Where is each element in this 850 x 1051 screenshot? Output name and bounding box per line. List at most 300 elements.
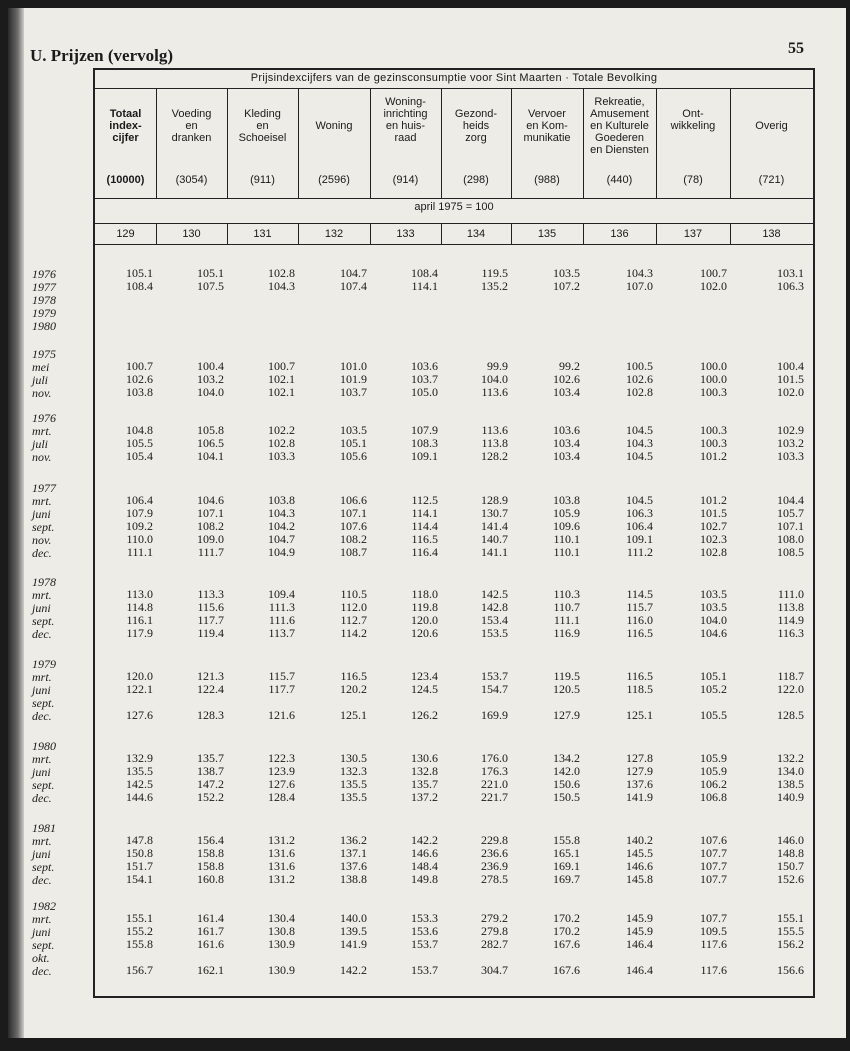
year-label: 1978: [32, 575, 56, 589]
table-cell: 116.5: [626, 626, 653, 640]
table-cell: 150.7: [777, 859, 804, 873]
table-cell: 128.3: [197, 708, 224, 722]
row-label: dec.: [32, 873, 52, 887]
table-cell: 141.9: [340, 937, 367, 951]
table-cell: 116.1: [126, 613, 153, 627]
table-cell: 221.7: [481, 790, 508, 804]
table-cell: 105.1: [126, 266, 153, 280]
table-cell: 140.7: [481, 532, 508, 546]
table-cell: 118.0: [411, 587, 438, 601]
row-label: juni: [32, 765, 51, 779]
table-cell: 116.3: [777, 626, 804, 640]
table-cell: 107.5: [197, 279, 224, 293]
column-weight: (78): [683, 174, 703, 186]
table-cell: 278.5: [481, 872, 508, 886]
table-cell: 103.7: [411, 372, 438, 386]
table-cell: 114.9: [777, 613, 804, 627]
table-cell: 104.5: [626, 423, 653, 437]
table-cell: 100.4: [197, 359, 224, 373]
table-cell: 100.7: [700, 266, 727, 280]
table-cell: 113.6: [481, 385, 508, 399]
row-label: 1977: [32, 280, 56, 294]
column-header: Ont- wikkeling: [670, 108, 716, 132]
table-cell: 135.7: [411, 777, 438, 791]
header-rule-base: [95, 198, 813, 199]
table-cell: 107.7: [700, 872, 727, 886]
table-cell: 155.8: [126, 937, 153, 951]
table-cell: 103.6: [411, 359, 438, 373]
table-cell: 104.0: [481, 372, 508, 386]
table-cell: 128.9: [481, 493, 508, 507]
table-cell: 103.3: [777, 449, 804, 463]
table-cell: 104.3: [626, 436, 653, 450]
table-cell: 135.5: [126, 764, 153, 778]
table-cell: 160.8: [197, 872, 224, 886]
table-cell: 105.7: [777, 506, 804, 520]
table-cell: 109.1: [411, 449, 438, 463]
table-cell: 105.8: [197, 423, 224, 437]
table-cell: 229.8: [481, 833, 508, 847]
table-cell: 105.1: [700, 669, 727, 683]
table-cell: 104.2: [268, 519, 295, 533]
table-cell: 141.9: [626, 790, 653, 804]
table-cell: 108.0: [777, 532, 804, 546]
table-cell: 104.6: [700, 626, 727, 640]
table-cell: 146.0: [777, 833, 804, 847]
table-cell: 103.6: [553, 423, 580, 437]
table-cell: 107.2: [553, 279, 580, 293]
table-cell: 114.5: [626, 587, 653, 601]
table-cell: 100.7: [268, 359, 295, 373]
table-cell: 107.1: [777, 519, 804, 533]
table-cell: 110.1: [553, 532, 580, 546]
table-cell: 304.7: [481, 963, 508, 977]
table-cell: 111.2: [626, 545, 653, 559]
row-label: juni: [32, 847, 51, 861]
row-label: nov.: [32, 450, 52, 464]
table-cell: 106.2: [700, 777, 727, 791]
table-cell: 103.4: [553, 449, 580, 463]
table-cell: 102.8: [626, 385, 653, 399]
year-label: 1977: [32, 481, 56, 495]
table-cell: 123.9: [268, 764, 295, 778]
table-cell: 161.6: [197, 937, 224, 951]
table-cell: 121.6: [268, 708, 295, 722]
colnum-rule-bottom: [95, 244, 813, 245]
table-cell: 102.7: [700, 519, 727, 533]
column-number: 129: [116, 228, 135, 240]
table-cell: 108.2: [340, 532, 367, 546]
row-label: mei: [32, 360, 50, 374]
table-cell: 154.1: [126, 872, 153, 886]
table-cell: 153.7: [481, 669, 508, 683]
table-cell: 124.5: [411, 682, 438, 696]
table-cell: 153.6: [411, 924, 438, 938]
table-cell: 101.2: [700, 449, 727, 463]
row-label: 1980: [32, 319, 56, 333]
table-cell: 150.5: [553, 790, 580, 804]
table-cell: 155.5: [777, 924, 804, 938]
section-title: U. Prijzen (vervolg): [30, 46, 174, 65]
table-cell: 152.6: [777, 872, 804, 886]
row-label: dec.: [32, 627, 52, 641]
table-cell: 282.7: [481, 937, 508, 951]
table-cell: 114.8: [126, 600, 153, 614]
table-cell: 111.3: [268, 600, 295, 614]
table-cell: 104.6: [197, 493, 224, 507]
table-cell: 120.0: [126, 669, 153, 683]
table-cell: 127.6: [126, 708, 153, 722]
table-cell: 103.2: [197, 372, 224, 386]
table-cell: 104.9: [268, 545, 295, 559]
table-cell: 106.5: [197, 436, 224, 450]
table-cell: 153.5: [481, 626, 508, 640]
column-weight: (911): [250, 174, 275, 186]
column-header: Voeding en dranken: [171, 108, 212, 144]
table-cell: 127.6: [268, 777, 295, 791]
table-cell: 105.4: [126, 449, 153, 463]
table-cell: 103.4: [553, 385, 580, 399]
table-cell: 100.5: [626, 359, 653, 373]
table-cell: 155.2: [126, 924, 153, 938]
table-cell: 119.8: [411, 600, 438, 614]
table-cell: 128.2: [481, 449, 508, 463]
table-cell: 135.7: [197, 751, 224, 765]
table-cell: 142.8: [481, 600, 508, 614]
table-cell: 100.3: [700, 436, 727, 450]
table-cell: 113.8: [481, 436, 508, 450]
table-cell: 107.9: [126, 506, 153, 520]
table-cell: 131.6: [268, 846, 295, 860]
row-label: sept.: [32, 696, 55, 710]
table-cell: 106.3: [626, 506, 653, 520]
table-cell: 142.5: [126, 777, 153, 791]
base-period-note: april 1975 = 100: [414, 201, 494, 213]
row-label: mrt.: [32, 494, 52, 508]
table-cell: 107.4: [340, 279, 367, 293]
column-weight: (721): [758, 174, 785, 186]
table-cell: 102.1: [268, 385, 295, 399]
column-number: 133: [396, 228, 415, 240]
table-cell: 104.3: [626, 266, 653, 280]
page-number: 55: [788, 40, 804, 57]
table-cell: 116.5: [626, 669, 653, 683]
table-cell: 113.8: [777, 600, 804, 614]
table-cell: 101.2: [700, 493, 727, 507]
table-cell: 130.9: [268, 937, 295, 951]
table-cell: 158.8: [197, 859, 224, 873]
table-cell: 147.8: [126, 833, 153, 847]
table-cell: 134.2: [553, 751, 580, 765]
table-cell: 104.3: [268, 506, 295, 520]
table-cell: 104.5: [626, 493, 653, 507]
table-cell: 104.8: [126, 423, 153, 437]
table-cell: 131.6: [268, 859, 295, 873]
table-cell: 116.5: [340, 669, 367, 683]
row-label: juni: [32, 601, 51, 615]
column-number: 135: [537, 228, 557, 240]
table-cell: 165.1: [553, 846, 580, 860]
column-number: 136: [610, 228, 629, 240]
table-cell: 106.8: [700, 790, 727, 804]
column-header: Overig: [755, 120, 788, 132]
table-cell: 147.2: [197, 777, 224, 791]
table-cell: 102.8: [268, 436, 295, 450]
table-cell: 161.4: [197, 911, 224, 925]
table-cell: 140.9: [777, 790, 804, 804]
table-cell: 236.6: [481, 846, 508, 860]
table-cell: 103.1: [777, 266, 804, 280]
column-weight: (298): [463, 174, 489, 186]
table-cell: 170.2: [553, 924, 580, 938]
table-cell: 145.5: [626, 846, 653, 860]
table-cell: 138.8: [340, 872, 367, 886]
column-number: 130: [182, 228, 201, 240]
table-cell: 113.7: [268, 626, 295, 640]
row-label: 1978: [32, 293, 56, 307]
table-cell: 142.2: [411, 833, 438, 847]
table-cell: 127.8: [626, 751, 653, 765]
table-cell: 122.0: [777, 682, 804, 696]
table-cell: 145.9: [626, 924, 653, 938]
table-border-bottom: [93, 996, 815, 998]
table-cell: 100.3: [700, 423, 727, 437]
table-cell: 107.7: [700, 911, 727, 925]
row-label: 1976: [32, 267, 56, 281]
table-cell: 155.1: [126, 911, 153, 925]
column-weight: (440): [606, 174, 633, 186]
table-cell: 109.2: [126, 519, 153, 533]
table-cell: 122.3: [268, 751, 295, 765]
table-cell: 156.4: [197, 833, 224, 847]
table-cell: 103.8: [126, 385, 153, 399]
table-cell: 137.6: [340, 859, 367, 873]
table-cell: 153.4: [481, 613, 508, 627]
table-cell: 115.6: [197, 600, 224, 614]
table-cell: 108.7: [340, 545, 367, 559]
row-label: mrt.: [32, 752, 52, 766]
year-label: 1979: [32, 657, 56, 671]
table-cell: 140.0: [340, 911, 367, 925]
table-cell: 111.6: [268, 613, 295, 627]
table-cell: 100.0: [700, 359, 727, 373]
table-cell: 128.5: [777, 708, 804, 722]
column-weight: (988): [534, 174, 560, 186]
row-label: sept.: [32, 860, 55, 874]
table-cell: 110.7: [553, 600, 580, 614]
table-cell: 103.5: [340, 423, 367, 437]
table-cell: 132.3: [340, 764, 367, 778]
table-cell: 108.5: [777, 545, 804, 559]
table-cell: 176.3: [481, 764, 508, 778]
table-cell: 103.8: [268, 493, 295, 507]
year-label: 1982: [32, 899, 56, 913]
table-cell: 135.5: [340, 777, 367, 791]
table-cell: 101.0: [340, 359, 367, 373]
table-cell: 154.7: [481, 682, 508, 696]
column-number: 131: [253, 228, 272, 240]
table-cell: 102.2: [268, 423, 295, 437]
table-cell: 107.0: [626, 279, 653, 293]
table-cell: 110.1: [553, 545, 580, 559]
table-cell: 170.2: [553, 911, 580, 925]
table-cell: 221.0: [481, 777, 508, 791]
row-label: okt.: [32, 951, 50, 965]
table-cell: 109.6: [553, 519, 580, 533]
row-label: juni: [32, 507, 51, 521]
table-cell: 167.6: [553, 937, 580, 951]
table-cell: 102.0: [777, 385, 804, 399]
table-cell: 108.3: [411, 436, 438, 450]
table-cell: 104.1: [197, 449, 224, 463]
table-cell: 130.5: [340, 751, 367, 765]
table-cell: 103.4: [553, 436, 580, 450]
table-cell: 112.5: [411, 493, 438, 507]
table-cell: 116.4: [411, 545, 438, 559]
table-cell: 106.6: [340, 493, 367, 507]
table-cell: 120.6: [411, 626, 438, 640]
table-cell: 150.6: [553, 777, 580, 791]
table-cell: 279.2: [481, 911, 508, 925]
row-label: 1979: [32, 306, 56, 320]
table-cell: 102.8: [268, 266, 295, 280]
table-cell: 107.9: [411, 423, 438, 437]
table-cell: 119.5: [553, 669, 580, 683]
table-cell: 169.9: [481, 708, 508, 722]
row-label: mrt.: [32, 424, 52, 438]
table-cell: 167.6: [553, 963, 580, 977]
table-cell: 106.4: [126, 493, 153, 507]
table-cell: 118.5: [626, 682, 653, 696]
table-cell: 117.7: [268, 682, 295, 696]
table-cell: 120.5: [553, 682, 580, 696]
table-cell: 113.0: [126, 587, 153, 601]
table-cell: 103.2: [777, 436, 804, 450]
table-cell: 125.1: [626, 708, 653, 722]
table-cell: 115.7: [626, 600, 653, 614]
table-cell: 109.5: [700, 924, 727, 938]
column-header: Woning- inrichting en huis- raad: [383, 96, 428, 144]
table-cell: 156.7: [126, 963, 153, 977]
table-cell: 142.5: [481, 587, 508, 601]
table-cell: 102.6: [553, 372, 580, 386]
table-cell: 107.6: [700, 833, 727, 847]
table-cell: 112.7: [340, 613, 367, 627]
table-cell: 117.9: [126, 626, 153, 640]
year-label: 1981: [32, 821, 56, 835]
table-cell: 145.9: [626, 911, 653, 925]
table-cell: 114.1: [411, 279, 438, 293]
table-cell: 151.7: [126, 859, 153, 873]
table-cell: 161.7: [197, 924, 224, 938]
table-cell: 105.0: [411, 385, 438, 399]
table-cell: 162.1: [197, 963, 224, 977]
table-cell: 130.9: [268, 963, 295, 977]
table-cell: 131.2: [268, 833, 295, 847]
column-number: 138: [762, 228, 781, 240]
table-cell: 279.8: [481, 924, 508, 938]
table-border-right: [813, 68, 815, 998]
table-cell: 132.9: [126, 751, 153, 765]
table-cell: 107.1: [340, 506, 367, 520]
year-label: 1976: [32, 411, 56, 425]
table-cell: 131.2: [268, 872, 295, 886]
table-cell: 110.3: [553, 587, 580, 601]
table-cell: 126.2: [411, 708, 438, 722]
table-cell: 105.5: [126, 436, 153, 450]
table-cell: 130.4: [268, 911, 295, 925]
table-cell: 120.2: [340, 682, 367, 696]
table-cell: 134.0: [777, 764, 804, 778]
table-cell: 110.0: [126, 532, 153, 546]
table-cell: 117.6: [700, 937, 727, 951]
table-cell: 122.1: [126, 682, 153, 696]
table-cell: 113.6: [481, 423, 508, 437]
table-cell: 105.6: [340, 449, 367, 463]
table-cell: 138.5: [777, 777, 804, 791]
table-cell: 109.1: [626, 532, 653, 546]
row-label: nov.: [32, 533, 52, 547]
table-cell: 123.4: [411, 669, 438, 683]
row-label: nov.: [32, 386, 52, 400]
table-cell: 102.8: [700, 545, 727, 559]
column-weight: (2596): [318, 174, 350, 186]
table-cell: 138.7: [197, 764, 224, 778]
column-header: Totaal index- cijfer: [109, 108, 142, 144]
row-label: sept.: [32, 520, 55, 534]
table-cell: 127.9: [553, 708, 580, 722]
table-cell: 116.0: [626, 613, 653, 627]
table-cell: 135.5: [340, 790, 367, 804]
table-cell: 99.2: [559, 359, 580, 373]
table-cell: 105.1: [340, 436, 367, 450]
table-cell: 140.2: [626, 833, 653, 847]
table-cell: 130.8: [268, 924, 295, 938]
table-cell: 158.8: [197, 846, 224, 860]
table-cell: 146.6: [411, 846, 438, 860]
table-cell: 148.8: [777, 846, 804, 860]
table-cell: 107.1: [197, 506, 224, 520]
table-cell: 145.8: [626, 872, 653, 886]
table-cell: 119.5: [481, 266, 508, 280]
table-cell: 125.1: [340, 708, 367, 722]
table-cell: 111.7: [197, 545, 224, 559]
table-cell: 120.0: [411, 613, 438, 627]
table-cell: 116.9: [553, 626, 580, 640]
table-cell: 99.9: [487, 359, 508, 373]
page-binding-edge: [8, 8, 24, 1038]
table-cell: 101.9: [340, 372, 367, 386]
table-cell: 108.2: [197, 519, 224, 533]
table-cell: 128.4: [268, 790, 295, 804]
table-cell: 115.7: [268, 669, 295, 683]
table-cell: 114.1: [411, 506, 438, 520]
table-cell: 105.5: [700, 708, 727, 722]
table-cell: 169.7: [553, 872, 580, 886]
column-number: 134: [466, 228, 486, 240]
table-cell: 100.7: [126, 359, 153, 373]
table-cell: 103.7: [340, 385, 367, 399]
table-cell: 100.3: [700, 385, 727, 399]
row-label: mrt.: [32, 670, 52, 684]
table-cell: 114.4: [411, 519, 438, 533]
table-cell: 236.9: [481, 859, 508, 873]
table-cell: 117.7: [197, 613, 224, 627]
table-cell: 104.7: [340, 266, 367, 280]
table-cell: 135.2: [481, 279, 508, 293]
row-label: mrt.: [32, 588, 52, 602]
table-cell: 176.0: [481, 751, 508, 765]
